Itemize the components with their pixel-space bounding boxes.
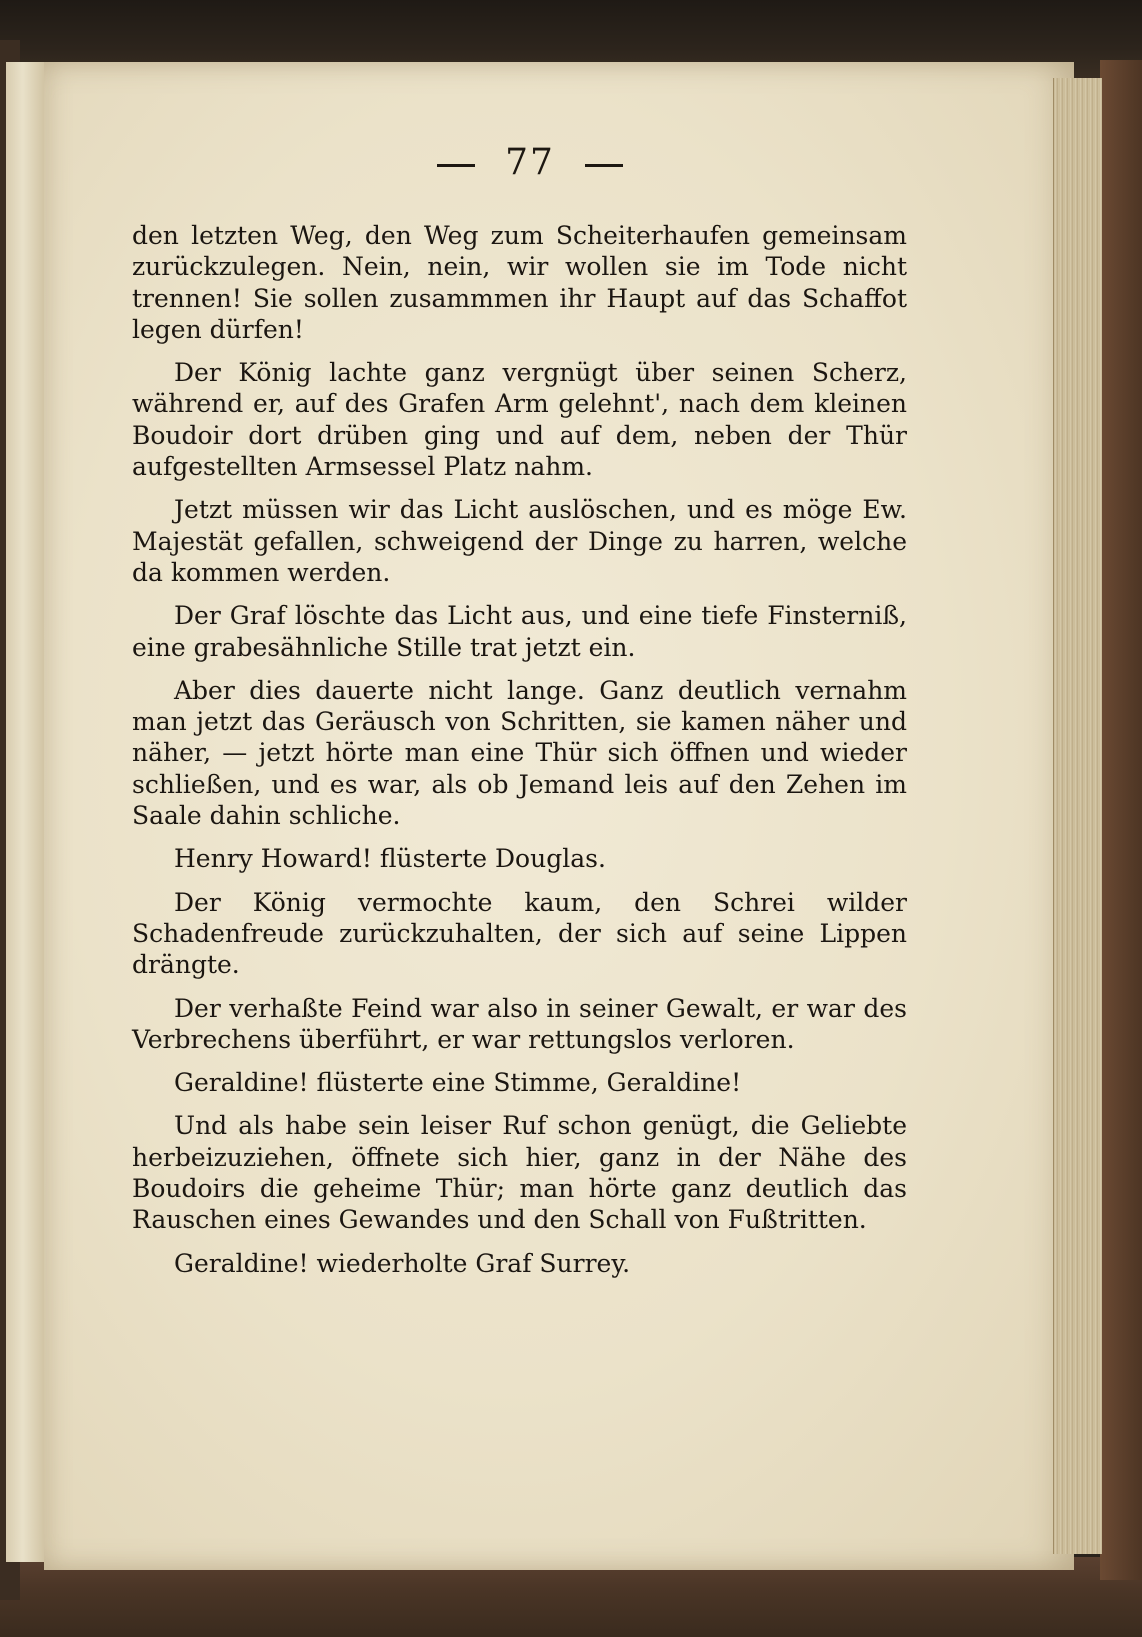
- body-text: [132, 220, 907, 1291]
- header-dash-right: [585, 164, 623, 167]
- book-cover-edge: [1100, 60, 1142, 1580]
- paragraph: Der König lachte ganz vergnügt über seinen Scherz, während er, auf des Grafen Arm gelehnt', nach dem kleinen Boudoir dort drüben ging und auf dem, neben der Thür aufgestellten Armsessel Platz nahm.: [132, 358, 907, 482]
- page-stack-edge: [1053, 78, 1102, 1554]
- paragraph: Geraldine! wiederholte Graf Surrey.: [174, 1248, 631, 1278]
- paragraph: Geraldine! flüsterte eine Stimme, Geraldine!: [174, 1068, 742, 1098]
- paragraph: den letzten Weg, den Weg zum Scheiterhaufen gemeinsam zurückzulegen. Nein, nein, wir wollen sie im Tode nicht trennen! Sie sollen zusammmen ihr Haupt auf das Schaffot legen dürfen!: [132, 221, 907, 344]
- paragraph: Aber dies dauerte nicht lange. Ganz deutlich vernahm man jetzt das Geräusch von Schritten, sie kamen näher und näher, — jetzt hörte man eine Thür sich öffnen und wieder schließen, und es war, als ob Jemand leis auf den Zehen im Saale dahin schliche.: [132, 675, 907, 831]
- header-dash-left: [437, 164, 475, 167]
- page-number-header: [0, 142, 1060, 183]
- paragraph: Und als habe sein leiser Ruf schon genügt, die Geliebte herbeizuziehen, öffnete sich hier, ganz in der Nähe des Boudoirs die geheime Thür; man hörte ganz deutlich das Rauschen eines Gewandes und den Schall von Fußtritten.: [132, 1111, 907, 1235]
- paragraph: Henry Howard! flüsterte Douglas.: [174, 844, 606, 874]
- paragraph: Der König vermochte kaum, den Schrei wilder Schadenfreude zurückzuhalten, der sich auf seine Lippen drängte.: [132, 887, 907, 980]
- paragraph: Jetzt müssen wir das Licht auslöschen, und es möge Ew. Majestät gefallen, schweigend der Dinge zu harren, welche da kommen werden.: [132, 495, 907, 587]
- paragraph: Der verhaßte Feind war also in seiner Gewalt, er war des Verbrechens überführt, er war rettungslos verloren.: [132, 993, 907, 1054]
- paragraph: Der Graf löschte das Licht aus, und eine tiefe Finsterniß, eine grabesähnliche Stille trat jetzt ein.: [132, 601, 907, 662]
- page-number: 77: [505, 142, 555, 183]
